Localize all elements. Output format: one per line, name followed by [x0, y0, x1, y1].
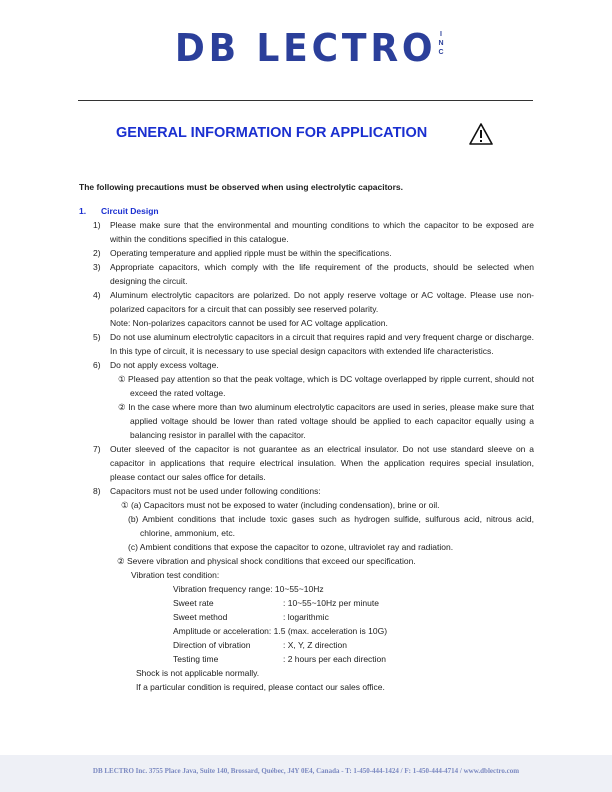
item-text [110, 484, 534, 498]
item-line: Aluminum electrolytic capacitors are polarized. Do not apply reserve voltage or AC voltage. Please use non-polarized capacitors for a circuit that can possibly see reserved polarity. [110, 290, 534, 314]
items-list [79, 218, 534, 498]
condition-c: (c) Ambient conditions that expose the capacitor to ozone, ultraviolet ray and radiation. [128, 542, 454, 552]
item-line: Appropriate capacitors, which comply with the life requirement of the products, should be selected when designing the circuit. [110, 262, 534, 286]
sub-item: ② In the case where more than two aluminum electrolytic capacitors are used in series, please make sure that applied voltage should be lower than rated voltage should be applied to each capacitor equally using a balancing resistor in parallel with the capacitor. [118, 402, 534, 440]
vibration-value: : X, Y, Z direction [283, 640, 347, 650]
item-number: 5) [93, 332, 101, 342]
vibration-row [173, 610, 534, 624]
item-text [110, 358, 534, 442]
vibration-param: Testing time [173, 654, 219, 664]
vibration-value: : 10~55~10Hz [270, 584, 324, 594]
sub-item: ① Pleased pay attention so that the peak voltage, which is DC voltage overlapped by ripple current, should not exceed the rated voltage. [118, 374, 534, 398]
condition-a: ① (a) Capacitors must not be exposed to water (including condensation), brine or oil. [121, 500, 440, 510]
vibration-row [173, 582, 534, 596]
item-text [110, 218, 534, 246]
footer [0, 755, 612, 792]
page-title: GENERAL INFORMATION FOR APPLICATION [116, 125, 428, 141]
list-item [93, 484, 534, 498]
shock-note: Shock is not applicable normally. [136, 668, 260, 678]
item-line: Please make sure that the environmental and mounting conditions to which the capacitor to be exposed are within the conditions specified in this catalogue. [110, 220, 534, 244]
item-number: 4) [93, 290, 101, 300]
vibration-param: Sweet rate [173, 598, 214, 608]
item-text [110, 288, 534, 330]
vibration-row [173, 624, 534, 638]
vibration-test-title: Vibration test condition: [131, 570, 220, 580]
footer-contact: DB LECTRO Inc. 3755 Place Java, Suite 140, Brossard, Québec, J4Y 0E4, Canada - T: 1-450-444-1424 / F: 1-450-444-4714 / www.dblectro.com [92, 767, 520, 775]
item-text [110, 246, 534, 260]
vibration-row [173, 596, 534, 610]
vibration-param: Vibration frequency range [173, 584, 271, 594]
vibration-param: Sweet method [173, 612, 228, 622]
document-body [79, 180, 534, 694]
vibration-condition: ② Severe vibration and physical shock conditions that exceed our specification. [117, 556, 416, 566]
vibration-row [173, 652, 534, 666]
header-divider [78, 100, 533, 101]
item-number: 2) [93, 248, 101, 258]
vibration-param: Direction of vibration [173, 640, 251, 650]
vibration-value: : logarithmic [283, 612, 329, 622]
list-item [93, 218, 534, 246]
list-item [93, 358, 534, 442]
item-text [110, 330, 534, 358]
item-text [110, 260, 534, 288]
logo-suffix: I N C [438, 31, 444, 56]
item-line: Note: Non-polarizes capacitors cannot be used for AC voltage application. [110, 318, 388, 328]
item-number: 8) [93, 486, 101, 496]
list-item [93, 246, 534, 260]
section-heading: 1. Circuit Design [79, 206, 159, 216]
item-text [110, 442, 534, 484]
contact-note: If a particular condition is required, please contact our sales office. [136, 682, 385, 692]
company-logo [0, 26, 612, 70]
item-line: Do not apply excess voltage. [110, 360, 219, 370]
item-line: Do not use aluminum electrolytic capacitors in a circuit that requires rapid and very frequent charge or discharge. In this type of circuit, it is necessary to use special design capacitors with extended life characteristics. [110, 332, 534, 356]
vibration-row [173, 638, 534, 652]
intro-text: The following precautions must be observed when using electrolytic capacitors. [79, 182, 404, 192]
vibration-value: : 2 hours per each direction [283, 654, 387, 664]
vibration-param: Amplitude or acceleration [173, 626, 269, 636]
list-item [93, 442, 534, 484]
logo-text: DB LECTRO [175, 26, 437, 70]
item-number: 6) [93, 360, 101, 370]
item-line: Operating temperature and applied ripple must be within the specifications. [110, 248, 392, 258]
condition-b: (b) Ambient conditions that include toxic gases such as hydrogen sulfide, sulfurous acid, nitrous acid, chlorine, ammonium, etc. [128, 514, 534, 538]
list-item [93, 288, 534, 330]
item-number: 1) [93, 220, 101, 230]
item-8-conditions [79, 498, 534, 694]
item-number: 7) [93, 444, 101, 454]
vibration-value: : 10~55~10Hz per minute [283, 598, 379, 608]
item-line: Outer sleeved of the capacitor is not guarantee as an electrical insulator. Do not use standard sleeve on a capacitor in applications that require electrical insulation. When the application requires special insulation, please contact our sales office for details. [110, 444, 534, 482]
vibration-table [79, 582, 534, 666]
list-item [93, 330, 534, 358]
vibration-value: : 1.5 (max. acceleration is 10G) [268, 626, 388, 636]
warning-icon [468, 122, 494, 146]
item-line: Capacitors must not be used under following conditions: [110, 486, 321, 496]
item-number: 3) [93, 262, 101, 272]
list-item [93, 260, 534, 288]
